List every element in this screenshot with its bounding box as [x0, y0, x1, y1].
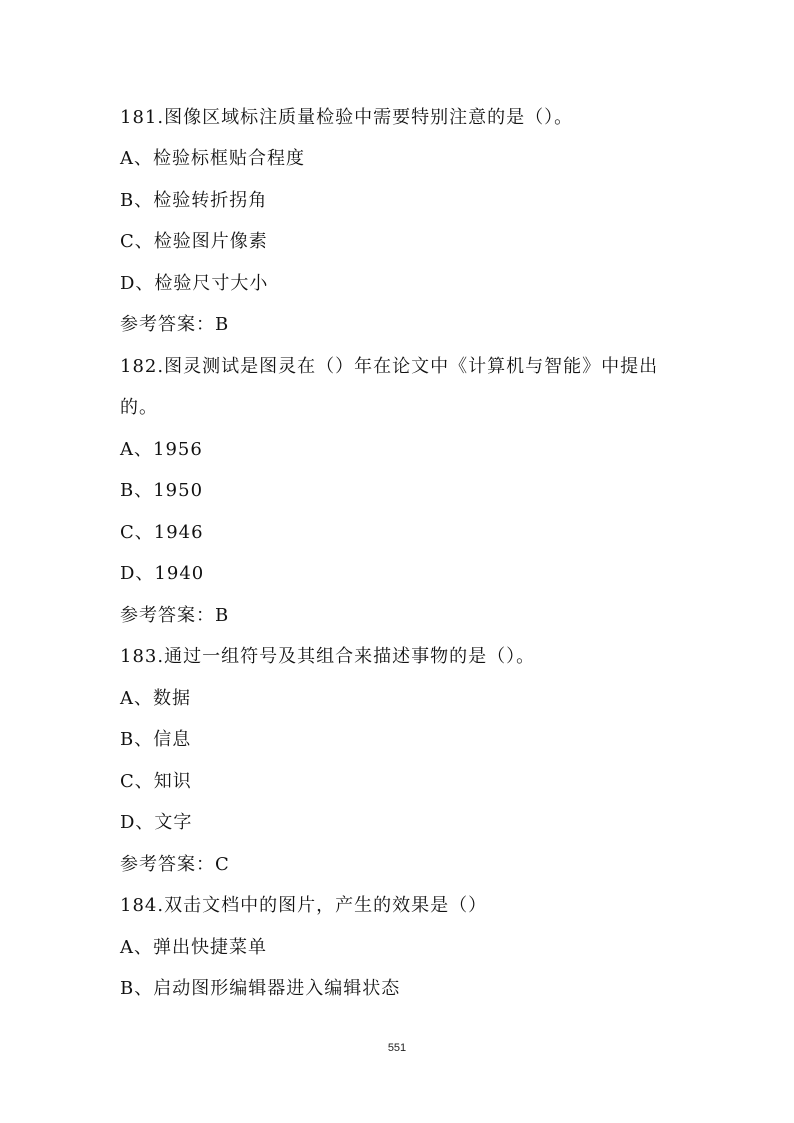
question-184-option-b: B、启动图形编辑器进入编辑状态 — [120, 978, 401, 999]
question-184-option-a: A、弹出快捷菜单 — [120, 937, 267, 958]
question-183-option-a: A、数据 — [120, 688, 191, 709]
question-182-option-b: B、1950 — [120, 480, 204, 501]
question-183-option-b: B、信息 — [120, 729, 192, 750]
question-183-text: 183.通过一组符号及其组合来描述事物的是（）。 — [120, 646, 536, 667]
question-183-answer: 参考答案：C — [120, 854, 230, 875]
question-181-option-d: D、检验尺寸大小 — [120, 273, 269, 294]
question-182-answer: 参考答案：B — [120, 605, 230, 626]
question-182-option-a: A、1956 — [120, 439, 203, 460]
question-184-text: 184.双击文档中的图片，产生的效果是（） — [120, 895, 488, 916]
question-181-option-b: B、检验转折拐角 — [120, 190, 268, 211]
question-183-option-d: D、文字 — [120, 812, 193, 833]
question-182-option-c: C、1946 — [120, 522, 204, 543]
question-182-text: 182.图灵测试是图灵在（）年在论文中《计算机与智能》中提出 — [120, 356, 659, 377]
question-181-text: 181.图像区域标注质量检验中需要特别注意的是（）。 — [120, 107, 574, 128]
question-181-option-c: C、检验图片像素 — [120, 231, 268, 252]
question-182-option-d: D、1940 — [120, 563, 205, 584]
question-183-option-c: C、知识 — [120, 771, 192, 792]
question-182-text-continued: 的。 — [120, 397, 158, 418]
question-181-answer: 参考答案：B — [120, 314, 230, 335]
question-181-option-a: A、检验标框贴合程度 — [120, 148, 305, 169]
page-number: 551 — [387, 1042, 407, 1054]
